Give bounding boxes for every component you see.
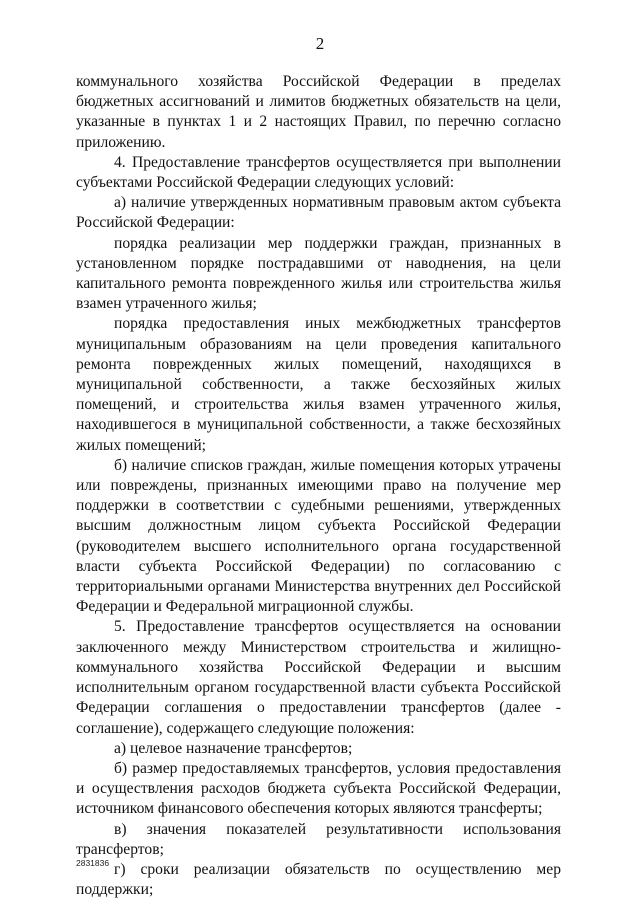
paragraph-item-5b: б) размер предоставляемых трансфертов, условия предоставления и осуществления расходов бюджета субъекта Российской Федерации, источником финансового обеспечения которых являются трансферты; (76, 759, 561, 818)
paragraph-item-5g: г) сроки реализации обязательств по осуществлению мер поддержки; (76, 860, 561, 899)
paragraph-continuation: коммунального хозяйства Российской Федерации в пределах бюджетных ассигнований и лимитов бюджетных обязательств на цели, указанные в пунктах 1 и 2 настоящих Правил, по перечню согласно приложению. (76, 73, 561, 151)
paragraph-item-5v: в) значения показателей результативности использования трансфертов; (76, 820, 561, 858)
paragraph-item-4: 4. Предоставление трансфертов осуществляется при выполнении субъектами Российской Федерации следующих условий: (76, 153, 561, 192)
paragraph-procedure-transfers: порядка предоставления иных межбюджетных трансфертов муниципальным образованиям на цели проведения капитального ремонта поврежденных жилых помещений, находящихся в муниципальной собственности, а также бесхозяйных жилых помещений, и строительства жилья взамен утраченного жилья, находившегося в муниципальной собственности, а также бесхозяйных жилых помещений; (76, 315, 561, 454)
document-code: 2831836 (76, 858, 110, 868)
paragraph-item-5a: а) целевое назначение трансфертов; (114, 739, 353, 757)
paragraph-item-4a: а) наличие утвержденных нормативным правовым актом субъекта Российской Федерации: (76, 194, 561, 232)
paragraph-item-5: 5. Предоставление трансфертов осуществляется на основании заключенного между Министерством строительства и жилищно-коммунального хозяйства Российской Федерации и высшим исполнительным органом государственной власти субъекта Российской Федерации соглашения о предоставлении трансфертов (далее - соглашение), содержащего следующие положения: (76, 618, 561, 737)
paragraph-item-4b: б) наличие списков граждан, жилые помещения которых утрачены или повреждены, признанных имеющими право на получение мер поддержки в соответствии с судебными решениями, утвержденных высшим должностным лицом субъекта Российской Федерации (руководителем высшего исполнительного органа государственной власти субъекта Российской Федерации) по согласованию с территориальными органами Министерства внутренних дел Российской Федерации и Федеральной миграционной службы. (76, 456, 561, 616)
document-body (76, 72, 561, 900)
page-number: 2 (315, 34, 325, 53)
paragraph-procedure-support: порядка реализации мер поддержки граждан, признанных в установленном порядке пострадавшими от наводнения, на цели капитального ремонта поврежденного жилья или строительства жилья взамен утраченного жилья; (76, 234, 561, 313)
